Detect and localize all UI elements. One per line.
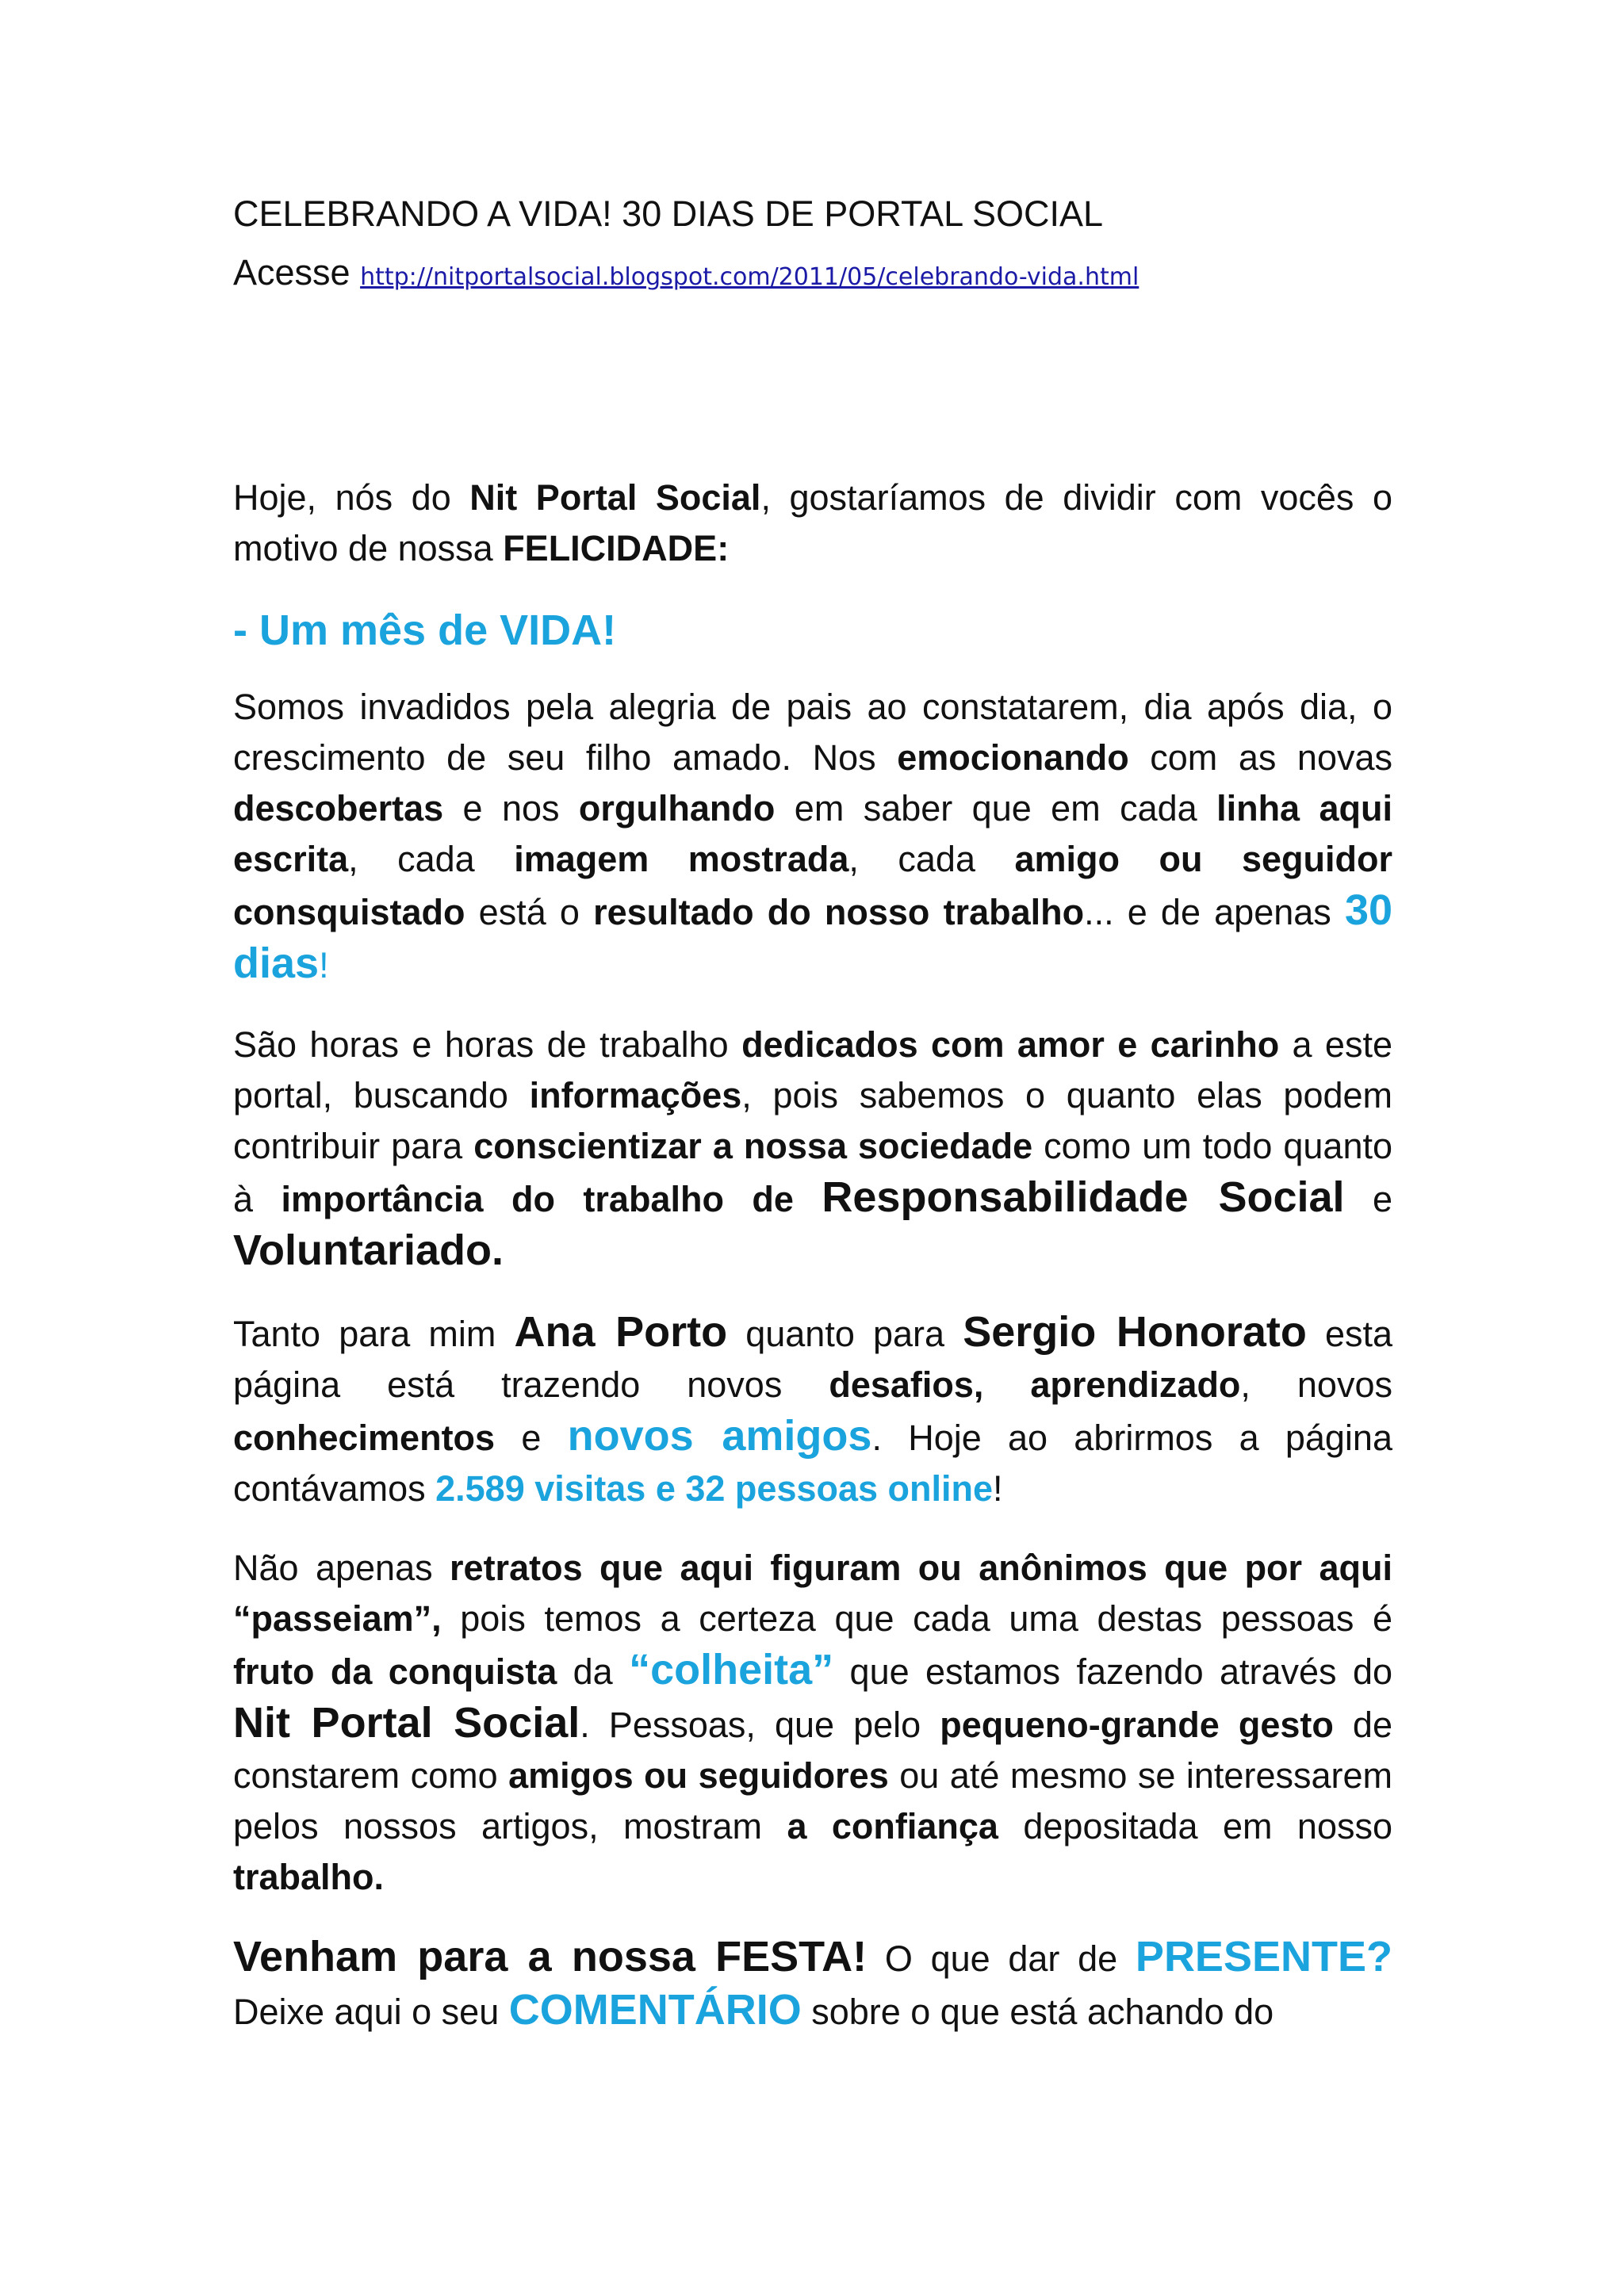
text: de constarem como (233, 1705, 1392, 1796)
text: . Hoje ao abrirmos a página contávamos (233, 1418, 1392, 1509)
paragraph-party (233, 1931, 1392, 2038)
text: O que dar de (867, 1938, 1136, 1979)
text: sobre o que está achando do (801, 1992, 1274, 2032)
blank-space (233, 301, 1392, 473)
document-page (233, 190, 1392, 2066)
text: ... e de apenas (1084, 892, 1345, 932)
text: e (1344, 1179, 1393, 1219)
text: que estamos fazendo através do (833, 1651, 1392, 1692)
bold-text: emocionando (897, 737, 1129, 778)
text: como um todo quanto à (233, 1126, 1393, 1219)
subheading: - Um mês de VIDA! (233, 607, 617, 654)
text: Deixe aqui o seu (233, 1992, 509, 2032)
access-line (233, 249, 1392, 301)
highlight-30-dias: 30 dias (233, 886, 1393, 987)
paragraph-authors (233, 1307, 1392, 1514)
highlight-presente: PRESENTE? (1135, 1933, 1392, 1980)
bold-text: trabalho. (233, 1857, 385, 1897)
document-title: CELEBRANDO A VIDA! 30 DIAS DE PORTAL SOCIAL (233, 193, 1104, 234)
text: quanto para (727, 1314, 963, 1354)
bold-text: desafios, aprendizado (829, 1364, 1241, 1405)
highlight-comentario: COMENTÁRIO (508, 1986, 802, 2034)
bold-text: amigo ou seguidor consquistado (233, 839, 1393, 932)
highlight-colheita: “colheita” (629, 1646, 834, 1693)
bold-text: FELICIDADE: (503, 528, 730, 568)
text: a este portal, buscando (233, 1024, 1392, 1115)
author-name: Ana Porto (514, 1308, 728, 1356)
bold-text: imagem mostrada (514, 839, 849, 879)
bold-text: Nit Portal Social (469, 477, 761, 518)
text: esta página está trazendo novos (233, 1314, 1393, 1405)
bold-text: pequeno-grande gesto (940, 1705, 1334, 1745)
bold-text: retratos que aqui figuram ou anônimos que por aqui “passeiam”, (233, 1548, 1392, 1639)
bold-text: informações (529, 1075, 742, 1115)
text: Somos invadidos pela alegria de pais ao constatarem, dia após dia, o crescimento de seu filho amado. Nos (233, 687, 1392, 778)
bold-text: linha aqui escrita (233, 788, 1392, 879)
text: , gostaríamos de dividir com vocês o motivo de nossa (233, 477, 1392, 568)
text: , novos (1240, 1364, 1392, 1405)
bold-text: resultado do nosso trabalho (593, 892, 1085, 932)
paragraph-people (233, 1543, 1392, 1903)
bold-text: conscientizar a nossa sociedade (473, 1126, 1033, 1166)
text: ! (319, 945, 329, 985)
text: São horas e horas de trabalho (233, 1024, 742, 1065)
text: está o (465, 892, 594, 932)
access-label: Acesse (233, 252, 350, 293)
bold-text: fruto da conquista (233, 1651, 557, 1692)
text: , pois sabemos o quanto elas podem contribuir para (233, 1075, 1393, 1166)
text: pois temos a certeza que cada uma destas pessoas é (441, 1598, 1392, 1639)
text: , cada (848, 839, 1015, 879)
text: ! (993, 1468, 1003, 1509)
text: , cada (348, 839, 515, 879)
large-bold-text: Responsabilidade Social (822, 1173, 1345, 1221)
bold-text: conhecimentos (233, 1418, 496, 1458)
text: e nos (443, 788, 579, 828)
author-name: Sergio Honorato (963, 1308, 1307, 1356)
bold-text: a confiança (787, 1806, 998, 1846)
text: em saber que em cada (775, 788, 1217, 828)
large-bold-text: Venham para a nossa FESTA! (233, 1933, 868, 1980)
access-link[interactable]: http://nitportalsocial.blogspot.com/2011/05/celebrando-vida.html (360, 263, 1139, 291)
text: . Pessoas, que pelo (580, 1705, 940, 1745)
text: e (495, 1418, 568, 1458)
bold-text: dedicados com amor e carinho (741, 1024, 1280, 1065)
text: Hoje, nós do (233, 477, 470, 518)
highlight-visit-count: 2.589 visitas e 32 pessoas online (435, 1468, 994, 1509)
large-bold-text: Nit Portal Social (233, 1699, 580, 1747)
bold-text: amigos ou seguidores (508, 1755, 889, 1796)
text: da (557, 1651, 630, 1692)
text: depositada em nosso (998, 1806, 1393, 1846)
text: com as novas (1128, 737, 1392, 778)
text: Tanto para mim (233, 1314, 515, 1354)
paragraph-work (233, 1020, 1392, 1278)
text: ou até mesmo se interessarem pelos nossos artigos, mostram (233, 1755, 1392, 1846)
bold-text: importância do trabalho de (281, 1179, 794, 1219)
paragraph-intro (233, 473, 1392, 574)
text: Não apenas (233, 1548, 450, 1588)
large-bold-text: Voluntariado. (233, 1226, 504, 1274)
paragraph-growth (233, 682, 1392, 991)
bold-text: descobertas (233, 788, 444, 828)
highlight-novos-amigos: novos amigos (567, 1412, 872, 1460)
bold-text: orgulhando (578, 788, 776, 828)
